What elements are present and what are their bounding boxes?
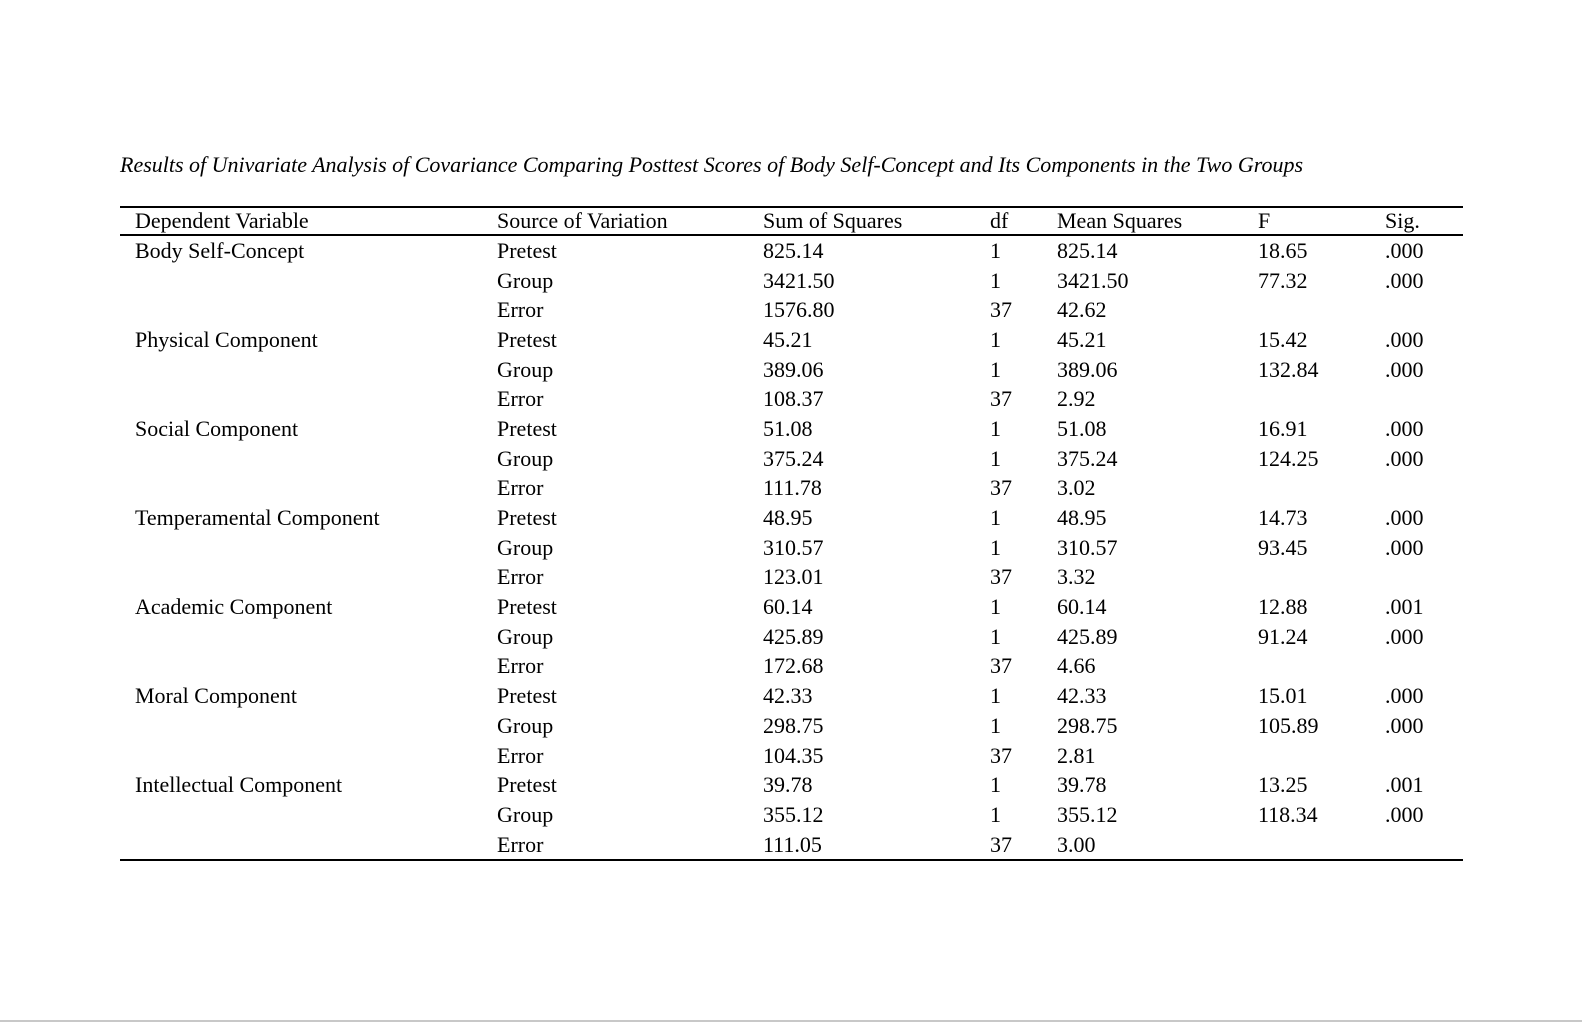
- df-cell: 37: [990, 297, 1012, 323]
- sig-cell: .000: [1385, 683, 1424, 709]
- dependent-variable-cell: Temperamental Component: [135, 505, 380, 531]
- sum-of-squares-cell: 375.24: [763, 445, 824, 471]
- table-row: [120, 325, 1463, 355]
- dependent-variable-cell: [120, 711, 497, 741]
- sum-of-squares-cell: 389.06: [763, 356, 824, 382]
- df-cell: 1: [990, 623, 1001, 649]
- source-cell: Error: [497, 564, 544, 590]
- mean-squares-cell: 2.92: [1057, 386, 1096, 412]
- sum-of-squares-cell: 3421.50: [763, 267, 835, 293]
- table-body: [120, 235, 1463, 860]
- source-cell: Error: [497, 386, 544, 412]
- df-cell: 1: [990, 594, 1001, 620]
- sum-of-squares-cell: 108.37: [763, 386, 824, 412]
- sig-cell: .000: [1385, 623, 1424, 649]
- mean-squares-cell: 825.14: [1057, 237, 1118, 263]
- source-cell: Pretest: [497, 772, 557, 798]
- f-cell: [1258, 830, 1385, 861]
- source-cell: Pretest: [497, 594, 557, 620]
- df-cell: 37: [990, 386, 1012, 412]
- sig-cell: [1385, 563, 1463, 593]
- source-cell: Group: [497, 445, 554, 471]
- sum-of-squares-cell: 298.75: [763, 712, 824, 738]
- table-row: [120, 830, 1463, 861]
- df-cell: 37: [990, 830, 1057, 861]
- table-row: [120, 355, 1463, 385]
- mean-squares-cell: 3.00: [1057, 830, 1258, 861]
- sum-of-squares-cell: 104.35: [763, 742, 824, 768]
- f-cell: 14.73: [1258, 505, 1308, 531]
- sig-cell: .001: [1385, 772, 1424, 798]
- table-row: [120, 384, 1463, 414]
- mean-squares-cell: 48.95: [1057, 505, 1107, 531]
- f-cell: 118.34: [1258, 801, 1318, 827]
- dependent-variable-cell: [120, 295, 497, 325]
- mean-squares-cell: 4.66: [1057, 653, 1096, 679]
- source-cell: Pretest: [497, 415, 557, 441]
- df-cell: 1: [990, 712, 1001, 738]
- f-cell: 16.91: [1258, 415, 1308, 441]
- source-cell: Group: [497, 801, 554, 827]
- sig-cell: [1385, 830, 1463, 861]
- dependent-variable-cell: [120, 444, 497, 474]
- sum-of-squares-cell: 42.33: [763, 683, 813, 709]
- table-row: [120, 533, 1463, 563]
- dependent-variable-cell: Academic Component: [135, 594, 333, 620]
- source-cell: Pretest: [497, 683, 557, 709]
- source-cell: Error: [497, 742, 544, 768]
- f-cell: 124.25: [1258, 445, 1319, 471]
- df-cell: 37: [990, 564, 1012, 590]
- table-row: [120, 235, 1463, 266]
- df-cell: 1: [990, 801, 1001, 827]
- sum-of-squares-cell: 111.78: [763, 475, 822, 501]
- source-cell: Group: [497, 534, 554, 560]
- f-cell: 15.01: [1258, 683, 1308, 709]
- table-row: [120, 622, 1463, 652]
- sum-of-squares-cell: 172.68: [763, 653, 824, 679]
- source-cell: Group: [497, 267, 554, 293]
- df-cell: 1: [990, 683, 1001, 709]
- mean-squares-cell: 355.12: [1057, 801, 1118, 827]
- sum-of-squares-cell: 355.12: [763, 801, 824, 827]
- f-cell: 93.45: [1258, 534, 1308, 560]
- table-row: [120, 800, 1463, 830]
- mean-squares-cell: 298.75: [1057, 712, 1118, 738]
- f-cell: [1258, 652, 1385, 682]
- mean-squares-cell: 375.24: [1057, 445, 1118, 471]
- dependent-variable-cell: Moral Component: [135, 683, 297, 709]
- table-header: [120, 207, 1463, 235]
- f-cell: 91.24: [1258, 623, 1308, 649]
- sig-cell: .001: [1385, 594, 1424, 620]
- sig-cell: .000: [1385, 505, 1424, 531]
- mean-squares-cell: 310.57: [1057, 534, 1118, 560]
- sig-cell: [1385, 652, 1463, 682]
- df-cell: 1: [990, 237, 1001, 263]
- df-cell: 1: [990, 445, 1001, 471]
- dependent-variable-cell: [120, 474, 497, 504]
- sum-of-squares-cell: 45.21: [763, 326, 813, 352]
- column-header-mean-squares: Mean Squares: [1057, 207, 1258, 235]
- f-cell: [1258, 563, 1385, 593]
- sum-of-squares-cell: 51.08: [763, 415, 813, 441]
- column-header-sum-of-squares: Sum of Squares: [763, 207, 990, 235]
- mean-squares-cell: 45.21: [1057, 326, 1107, 352]
- sig-cell: .000: [1385, 712, 1424, 738]
- dependent-variable-cell: [120, 830, 497, 861]
- source-cell: Error: [497, 653, 544, 679]
- dependent-variable-cell: Social Component: [135, 415, 299, 441]
- dependent-variable-cell: [120, 384, 497, 414]
- source-cell: Error: [497, 475, 544, 501]
- df-cell: 1: [990, 267, 1001, 293]
- sig-cell: .000: [1385, 445, 1424, 471]
- ancova-results-table: [120, 206, 1463, 861]
- sig-cell: [1385, 474, 1463, 504]
- table-row: [120, 414, 1463, 444]
- df-cell: 37: [990, 475, 1012, 501]
- sum-of-squares-cell: 1576.80: [763, 297, 835, 323]
- df-cell: 37: [990, 742, 1012, 768]
- source-cell: Pretest: [497, 505, 557, 531]
- df-cell: 1: [990, 534, 1001, 560]
- source-cell: Pretest: [497, 237, 557, 263]
- df-cell: 37: [990, 653, 1012, 679]
- mean-squares-cell: 42.33: [1057, 683, 1107, 709]
- dependent-variable-cell: Body Self-Concept: [135, 237, 305, 263]
- mean-squares-cell: 3.32: [1057, 564, 1096, 590]
- sig-cell: .000: [1385, 237, 1424, 263]
- sig-cell: .000: [1385, 326, 1424, 352]
- f-cell: 18.65: [1258, 237, 1308, 263]
- source-cell: Group: [497, 356, 554, 382]
- mean-squares-cell: 42.62: [1057, 297, 1107, 323]
- table-row: [120, 474, 1463, 504]
- dependent-variable-cell: [120, 355, 497, 385]
- table-row: [120, 592, 1463, 622]
- sum-of-squares-cell: 111.05: [763, 830, 990, 861]
- source-cell: Error: [497, 297, 544, 323]
- sig-cell: [1385, 295, 1463, 325]
- dependent-variable-cell: [120, 533, 497, 563]
- column-header-dependent-variable: Dependent Variable: [120, 207, 497, 235]
- mean-squares-cell: 51.08: [1057, 415, 1107, 441]
- table-row: [120, 770, 1463, 800]
- source-cell: Pretest: [497, 326, 557, 352]
- table-row: [120, 681, 1463, 711]
- sum-of-squares-cell: 123.01: [763, 564, 824, 590]
- column-header-f: F: [1258, 207, 1385, 235]
- df-cell: 1: [990, 772, 1001, 798]
- f-cell: 12.88: [1258, 594, 1308, 620]
- table-row: [120, 711, 1463, 741]
- f-cell: 15.42: [1258, 326, 1308, 352]
- column-header-df: df: [990, 207, 1057, 235]
- sum-of-squares-cell: 310.57: [763, 534, 824, 560]
- sum-of-squares-cell: 825.14: [763, 237, 824, 263]
- column-header-sig: Sig.: [1385, 207, 1463, 235]
- dependent-variable-cell: Intellectual Component: [135, 772, 343, 798]
- source-cell: Group: [497, 712, 554, 738]
- sum-of-squares-cell: 425.89: [763, 623, 824, 649]
- dependent-variable-cell: [120, 800, 497, 830]
- dependent-variable-cell: [120, 652, 497, 682]
- mean-squares-cell: 3.02: [1057, 475, 1096, 501]
- sig-cell: .000: [1385, 415, 1424, 441]
- f-cell: 13.25: [1258, 772, 1308, 798]
- sum-of-squares-cell: 48.95: [763, 505, 813, 531]
- source-cell: Group: [497, 623, 554, 649]
- sig-cell: [1385, 384, 1463, 414]
- f-cell: 105.89: [1258, 712, 1319, 738]
- df-cell: 1: [990, 415, 1001, 441]
- dependent-variable-cell: [120, 741, 497, 771]
- mean-squares-cell: 425.89: [1057, 623, 1118, 649]
- sum-of-squares-cell: 39.78: [763, 772, 813, 798]
- sig-cell: .000: [1385, 356, 1424, 382]
- dependent-variable-cell: Physical Component: [135, 326, 318, 352]
- table-row: [120, 503, 1463, 533]
- table-row: [120, 652, 1463, 682]
- source-cell: Error: [497, 830, 763, 861]
- f-cell: 132.84: [1258, 356, 1319, 382]
- dependent-variable-cell: [120, 622, 497, 652]
- dependent-variable-cell: [120, 266, 497, 296]
- f-cell: [1258, 384, 1385, 414]
- sig-cell: .000: [1385, 534, 1424, 560]
- df-cell: 1: [990, 356, 1001, 382]
- df-cell: 1: [990, 326, 1001, 352]
- column-header-source-of-variation: Source of Variation: [497, 207, 763, 235]
- table-row: [120, 444, 1463, 474]
- table-title: Results of Univariate Analysis of Covariance Comparing Posttest Scores of Body Self-Concept and Its Components in the Two Groups: [120, 152, 1304, 177]
- mean-squares-cell: 2.81: [1057, 742, 1096, 768]
- f-cell: [1258, 474, 1385, 504]
- table-row: [120, 741, 1463, 771]
- f-cell: [1258, 741, 1385, 771]
- dependent-variable-cell: [120, 563, 497, 593]
- mean-squares-cell: 39.78: [1057, 772, 1107, 798]
- df-cell: 1: [990, 505, 1001, 531]
- sig-cell: .000: [1385, 267, 1424, 293]
- mean-squares-cell: 389.06: [1057, 356, 1118, 382]
- table-row: [120, 295, 1463, 325]
- sig-cell: .000: [1385, 801, 1424, 827]
- table-header-row: [120, 207, 1463, 235]
- table-row: [120, 563, 1463, 593]
- mean-squares-cell: 60.14: [1057, 594, 1107, 620]
- f-cell: 77.32: [1258, 267, 1308, 293]
- table-row: [120, 266, 1463, 296]
- sig-cell: [1385, 741, 1463, 771]
- mean-squares-cell: 3421.50: [1057, 267, 1129, 293]
- f-cell: [1258, 295, 1385, 325]
- sum-of-squares-cell: 60.14: [763, 594, 813, 620]
